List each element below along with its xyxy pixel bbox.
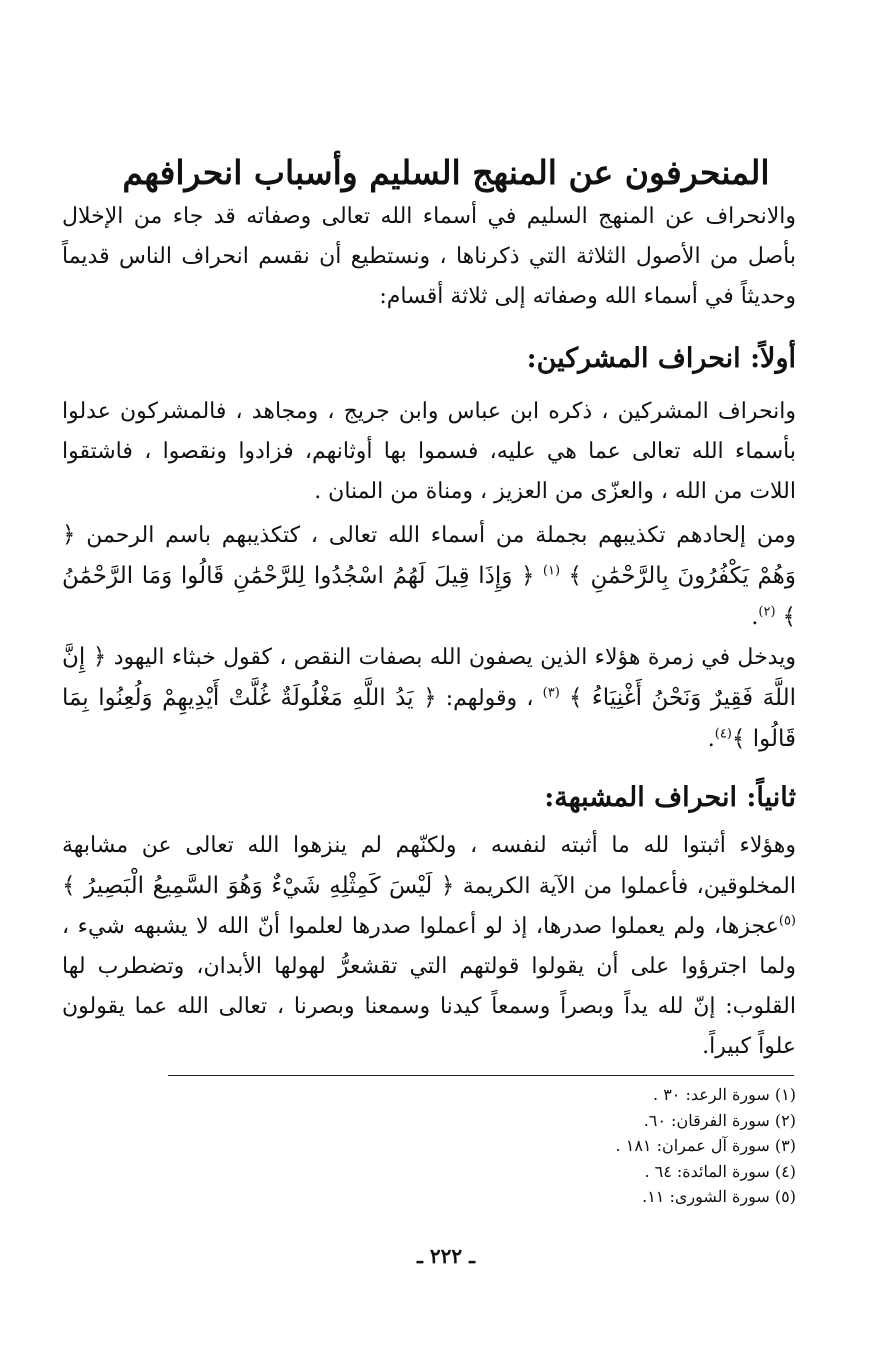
footnote-item: (٣) سورة آل عمران: ١٨١ .: [615, 1136, 796, 1155]
footnote-item: (٢) سورة الفرقان: ٦٠.: [643, 1110, 796, 1130]
footnote-item: (٤) سورة المائدة: ٦٤ .: [644, 1161, 796, 1181]
page-title: المنحرفون عن المنهج السليم وأسباب انحرافهم: [122, 153, 770, 192]
mushabbiha-paragraph-1: [62, 826, 796, 1067]
mushrikin-p2-text: ومن إلحادهم تكذيبهم بجملة من أسماء الله تعالى ، كتكذيبهم باسم الرحمن: [86, 523, 796, 548]
footnote-separator: [168, 1075, 794, 1076]
mushrikin-p3-end: .: [707, 727, 715, 752]
footnotes-list: [616, 1082, 796, 1210]
footnote-item: (١) سورة الرعد: ٣٠ .: [653, 1085, 796, 1104]
mushabbiha-p1-text: وهؤلاء أثبتوا لله ما أثبته لنفسه ، ولكنّهم لم ينزهوا الله تعالى عن مشابهة المخلوقين، فأعملوا من الآية الكريمة: [62, 833, 796, 899]
intro-paragraph: والانحراف عن المنهج السليم في أسماء الله تعالى وصفاته قد جاء من الإخلال بأصل من الأصول الثلاثة التي ذكرناها ، ونستطيع أن نقسم انحراف الناس قديماً وحديثاً في أسماء الله وصفاته إلى ثلاثة أقسام:: [62, 204, 796, 309]
mushrikin-p3-text-b: ، وقولهم:: [445, 686, 534, 711]
mushrikin-paragraph-2: [62, 515, 796, 638]
footnote-ref-4: (٤): [714, 726, 732, 742]
mushabbiha-p1-text-b: عجزها، ولم يعملوا صدرها، إذ لو أعملوا صدرها لعلموا أنّ الله لا يشبهه شيء ، ولما اجترؤوا على أن يقولوا قولتهم التي تقشعرُّ لهولها الأبدان، وتضطرب لها القلوب: إنّ لله يداً وبصراً وسمعاً كيدنا وسمعنا وبصرنا ، تعالى الله عما يقولون علواً كبيراً.: [62, 914, 796, 1059]
footnote-ref-2: (٢): [758, 604, 776, 620]
quran-quote-2: ﴿ وَإِذَا قِيلَ لَهُمُ اسْجُدُوا لِلرَّحْمَٰنِ قَالُوا وَمَا الرَّحْمَٰنُ ﴾: [62, 563, 796, 630]
footnote-ref-3: (٣): [542, 685, 560, 701]
footnote-ref-1: (١): [542, 563, 561, 579]
quran-quote-1: ﴿ وَهُمْ يَكْفُرُونَ بِالرَّحْمَٰنِ ﴾: [62, 522, 796, 589]
mushrikin-p2-end: .: [751, 605, 759, 630]
footnote-ref-5: (٥): [778, 913, 796, 929]
footnote-item: (٥) سورة الشورى: ١١.: [642, 1187, 796, 1206]
mushrikin-p3-text: ويدخل في زمرة هؤلاء الذين يصفون الله بصفات النقص ، كقول خبثاء اليهود: [113, 645, 796, 670]
mushrikin-paragraph-3: [62, 637, 796, 760]
quran-quote-5: ﴿ لَيْسَ كَمِثْلِهِ شَيْءٌ وَهُوَ السَّمِيعُ الْبَصِيرُ ﴾: [62, 873, 455, 899]
page-number: ـ ٢٢٢ ـ: [417, 1244, 475, 1268]
section-heading-mushabbiha: ثانياً: انحراف المشبهة:: [544, 782, 796, 813]
quran-quote-4: ﴿ يَدُ اللَّهِ مَغْلُولَةٌ غُلَّتْ أَيْدِيهِمْ وَلُعِنُوا بِمَا قَالُوا ﴾: [62, 685, 796, 752]
section-heading-mushrikin: أولاً: انحراف المشركين:: [526, 343, 796, 374]
quran-quote-3: ﴿ إِنَّ اللَّهَ فَقِيرٌ وَنَحْنُ أَغْنِيَاءُ ﴾: [62, 644, 797, 711]
mushrikin-paragraph-1: وانحراف المشركين ، ذكره ابن عباس وابن جريج ، ومجاهد ، فالمشركون عدلوا بأسماء الله تعالى عما هي عليه، فسموا بها أوثانهم، فزادوا ونقصوا ، فاشتقوا اللات من الله ، والعزّى من العزيز ، ومناة من المنان .: [62, 399, 796, 504]
